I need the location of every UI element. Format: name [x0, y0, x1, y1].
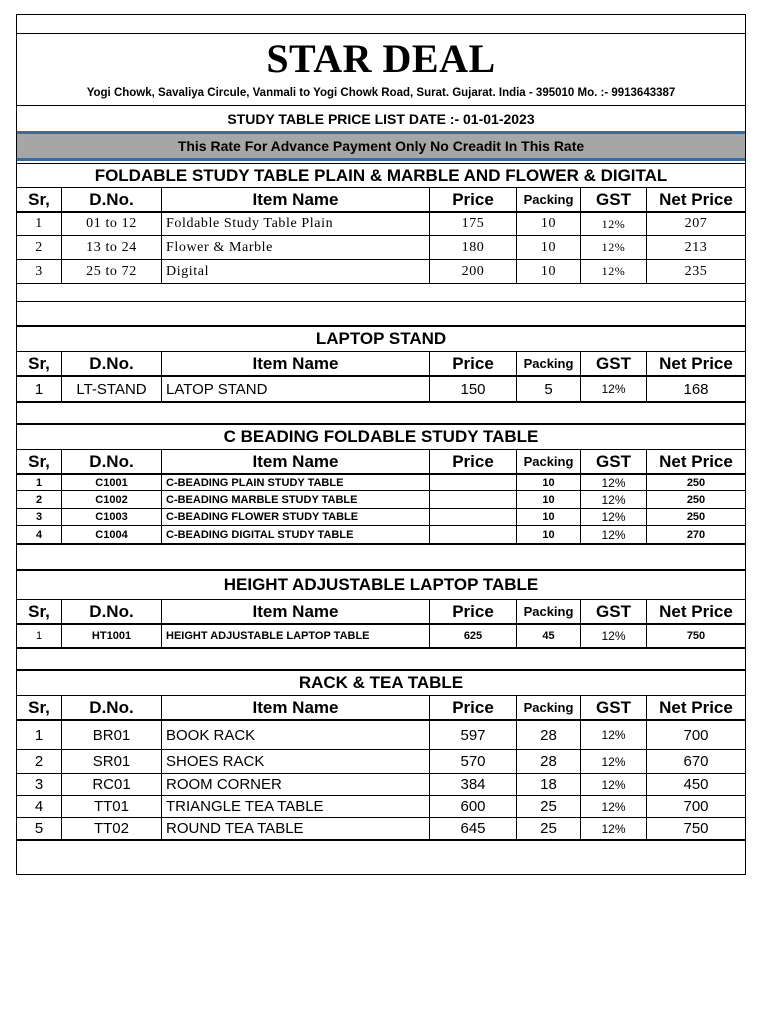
price-list-sheet: [16, 14, 746, 875]
cell-sr: 1: [17, 213, 62, 235]
cell-gst: 12%: [581, 509, 647, 525]
col-packing: Packing: [517, 352, 581, 375]
cell-gst: 12%: [581, 213, 647, 235]
payment-notice: This Rate For Advance Payment Only No Creadit In This Rate: [17, 131, 745, 161]
col-gst: GST: [581, 600, 647, 623]
cell-packing: 18: [517, 774, 581, 795]
col-price: Price: [430, 352, 517, 375]
col-dno: D.No.: [62, 450, 162, 473]
col-gst: GST: [581, 450, 647, 473]
cell-dno: C1004: [62, 526, 162, 543]
cell-item: LATOP STAND: [162, 377, 430, 401]
cell-net: 207: [684, 216, 708, 231]
cell-price: 175: [430, 213, 517, 235]
table-row: [17, 795, 745, 817]
cell-item: BOOK RACK: [162, 721, 430, 749]
cell-packing: 10: [517, 475, 581, 490]
col-packing: Packing: [517, 450, 581, 473]
cell-item: C-BEADING MARBLE STUDY TABLE: [162, 491, 430, 508]
col-packing: Packing: [517, 600, 581, 623]
cell-net: 250: [686, 476, 706, 489]
table-row: [17, 817, 745, 839]
cell-gst: 12%: [581, 491, 647, 508]
col-item: Item Name: [162, 600, 430, 623]
cell-sr: 1: [17, 625, 62, 647]
cell-gst: 12%: [581, 236, 647, 259]
cell-price: 600: [430, 796, 517, 817]
cell-net: 235: [684, 263, 708, 279]
cell-price: 384: [430, 774, 517, 795]
table-row: [17, 259, 745, 283]
table-header: [17, 449, 745, 473]
col-sr: Sr,: [17, 696, 62, 719]
col-sr: Sr,: [17, 600, 62, 623]
spacer-row: [17, 283, 745, 301]
col-item: Item Name: [162, 188, 430, 211]
cell-packing: 25: [517, 818, 581, 839]
cell-sr: 5: [17, 818, 62, 839]
table-row: [17, 719, 745, 749]
list-title: STUDY TABLE PRICE LIST DATE :- 01-01-2023: [17, 105, 745, 131]
cell-dno: BR01: [62, 721, 162, 749]
cell-net: 270: [686, 528, 706, 541]
table-header: [17, 187, 745, 211]
table-row: [17, 473, 745, 490]
col-price: Price: [430, 600, 517, 623]
company-address: Yogi Chowk, Savaliya Circule, Vanmali to Yogi Chowk Road, Surat. Gujarat. India - 395010 Mo. :- 9913643387: [86, 87, 676, 99]
cell-sr: 2: [17, 750, 62, 773]
cell-packing: 10: [517, 260, 581, 283]
col-net: Net Price: [659, 601, 733, 621]
table-row: [17, 211, 745, 235]
section-title-laptop-stand: LAPTOP STAND: [17, 325, 745, 351]
col-net: Net Price: [659, 697, 733, 717]
cell-gst: 12%: [581, 526, 647, 543]
cell-packing: 10: [517, 491, 581, 508]
cell-sr: 4: [17, 796, 62, 817]
col-net: Net Price: [659, 353, 733, 373]
cell-packing: 10: [517, 509, 581, 525]
cell-net: 168: [683, 380, 709, 398]
section-title-rack-tea: RACK & TEA TABLE: [17, 669, 745, 695]
cell-net: 750: [683, 820, 709, 837]
cell-dno: TT01: [62, 796, 162, 817]
cell-net: 250: [686, 511, 706, 523]
section-title-height-adjustable: HEIGHT ADJUSTABLE LAPTOP TABLE: [17, 569, 745, 599]
cell-price: 180: [430, 236, 517, 259]
section-title-c-beading: C BEADING FOLDABLE STUDY TABLE: [17, 423, 745, 449]
cell-packing: 10: [517, 526, 581, 543]
cell-item: Flower & Marble: [162, 236, 430, 259]
col-item: Item Name: [162, 696, 430, 719]
cell-dno: SR01: [62, 750, 162, 773]
col-price: Price: [430, 188, 517, 211]
spacer-row: [17, 647, 745, 669]
cell-price: 625: [430, 625, 517, 647]
table-row: [17, 375, 745, 401]
cell-item: TRIANGLE TEA TABLE: [162, 796, 430, 817]
cell-net: 450: [683, 776, 709, 793]
cell-net: 250: [686, 493, 706, 506]
table-header: [17, 695, 745, 719]
table-row: [17, 490, 745, 508]
spacer-row: [17, 543, 745, 569]
cell-packing: 5: [517, 377, 581, 401]
cell-sr: 1: [17, 721, 62, 749]
cell-packing: 25: [517, 796, 581, 817]
cell-gst: 12%: [581, 625, 647, 647]
cell-item: Foldable Study Table Plain: [162, 213, 430, 235]
cell-gst: 12%: [581, 475, 647, 490]
spacer-row: [17, 301, 745, 325]
cell-dno: 25 to 72: [62, 260, 162, 283]
cell-sr: 1: [17, 377, 62, 401]
col-dno: D.No.: [62, 352, 162, 375]
cell-item: HEIGHT ADJUSTABLE LAPTOP TABLE: [162, 625, 430, 647]
cell-price: 200: [430, 260, 517, 283]
cell-sr: 3: [17, 774, 62, 795]
cell-packing: 10: [517, 213, 581, 235]
cell-packing: 10: [517, 236, 581, 259]
col-gst: GST: [581, 188, 647, 211]
cell-gst: 12%: [581, 818, 647, 839]
cell-price: 570: [430, 750, 517, 773]
cell-price: [430, 526, 517, 543]
col-item: Item Name: [162, 352, 430, 375]
cell-dno: RC01: [62, 774, 162, 795]
cell-sr: 2: [17, 491, 62, 508]
cell-dno: 13 to 24: [62, 236, 162, 259]
cell-dno: C1001: [62, 475, 162, 490]
col-item: Item Name: [162, 450, 430, 473]
col-sr: Sr,: [17, 188, 62, 211]
col-price: Price: [430, 696, 517, 719]
table-header: [17, 599, 745, 623]
table-row: [17, 749, 745, 773]
col-dno: D.No.: [62, 696, 162, 719]
cell-price: 597: [430, 721, 517, 749]
cell-gst: 12%: [581, 377, 647, 401]
cell-item: C-BEADING DIGITAL STUDY TABLE: [162, 526, 430, 543]
cell-item: C-BEADING PLAIN STUDY TABLE: [162, 475, 430, 490]
col-dno: D.No.: [62, 188, 162, 211]
table-row: [17, 525, 745, 543]
cell-item: ROUND TEA TABLE: [162, 818, 430, 839]
col-dno: D.No.: [62, 600, 162, 623]
cell-packing: 28: [517, 721, 581, 749]
cell-dno: C1003: [62, 509, 162, 525]
table-row: [17, 235, 745, 259]
cell-item: C-BEADING FLOWER STUDY TABLE: [162, 509, 430, 525]
cell-gst: 12%: [581, 750, 647, 773]
cell-price: [430, 509, 517, 525]
col-packing: Packing: [517, 188, 581, 211]
cell-sr: 3: [17, 509, 62, 525]
top-spacer: [17, 15, 745, 33]
cell-sr: 1: [17, 475, 62, 490]
cell-gst: 12%: [581, 260, 647, 283]
col-sr: Sr,: [17, 352, 62, 375]
cell-gst: 12%: [581, 721, 647, 749]
table-row: [17, 508, 745, 525]
col-net: Net Price: [659, 451, 733, 471]
cell-item: ROOM CORNER: [162, 774, 430, 795]
col-net: Net Price: [659, 189, 733, 209]
col-sr: Sr,: [17, 450, 62, 473]
table-row: [17, 623, 745, 647]
cell-price: [430, 491, 517, 508]
cell-price: 150: [430, 377, 517, 401]
cell-dno: TT02: [62, 818, 162, 839]
cell-gst: 12%: [581, 796, 647, 817]
cell-sr: 3: [17, 260, 62, 283]
section-title-foldable: FOLDABLE STUDY TABLE PLAIN & MARBLE AND FLOWER & DIGITAL: [17, 163, 745, 187]
spacer-row: [17, 839, 745, 874]
col-gst: GST: [581, 352, 647, 375]
table-row: [17, 773, 745, 795]
cell-dno: 01 to 12: [62, 213, 162, 235]
cell-item: Digital: [162, 260, 430, 283]
company-name: STAR DEAL: [17, 33, 745, 83]
spacer-row: [17, 401, 745, 423]
cell-net: 750: [686, 630, 706, 642]
cell-price: 645: [430, 818, 517, 839]
cell-net: 700: [683, 726, 709, 744]
cell-net: 700: [683, 798, 709, 815]
cell-packing: 45: [517, 625, 581, 647]
cell-gst: 12%: [581, 774, 647, 795]
col-gst: GST: [581, 696, 647, 719]
cell-dno: C1002: [62, 491, 162, 508]
col-packing: Packing: [517, 696, 581, 719]
cell-dno: HT1001: [62, 625, 162, 647]
table-header: [17, 351, 745, 375]
cell-net: 213: [684, 239, 708, 255]
cell-price: [430, 475, 517, 490]
cell-packing: 28: [517, 750, 581, 773]
col-price: Price: [430, 450, 517, 473]
cell-dno: LT-STAND: [62, 377, 162, 401]
cell-sr: 2: [17, 236, 62, 259]
cell-sr: 4: [17, 526, 62, 543]
cell-net: 670: [683, 753, 709, 770]
cell-item: SHOES RACK: [162, 750, 430, 773]
